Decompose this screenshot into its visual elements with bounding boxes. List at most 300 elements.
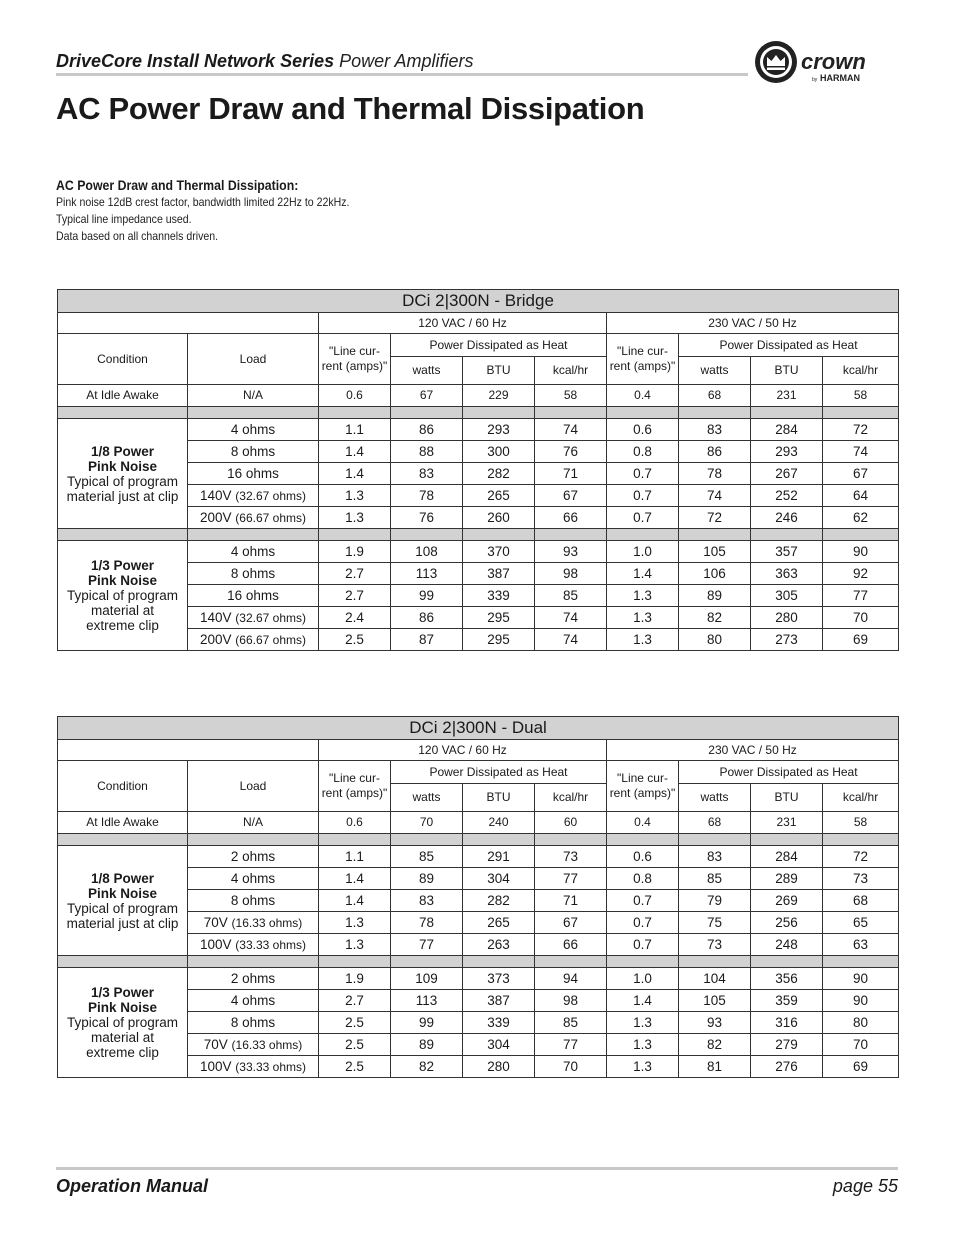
value-cell: 1.3 bbox=[607, 1012, 679, 1034]
separator-cell bbox=[188, 956, 319, 968]
load-impedance: (32.67 ohms) bbox=[235, 610, 306, 625]
separator-cell bbox=[319, 834, 391, 846]
load-value: 4 ohms bbox=[230, 871, 276, 886]
value-cell: 0.8 bbox=[607, 441, 679, 463]
value-cell: 269 bbox=[751, 890, 823, 912]
table-row bbox=[58, 541, 899, 563]
value-cell: 78 bbox=[391, 485, 463, 507]
value-cell: 76 bbox=[391, 507, 463, 529]
value-cell: 260 bbox=[463, 507, 535, 529]
value-cell: 387 bbox=[463, 563, 535, 585]
value-cell: 1.4 bbox=[319, 463, 391, 485]
separator-row bbox=[58, 834, 899, 846]
condition-label: Pink Noise bbox=[87, 458, 158, 474]
value-cell: 0.7 bbox=[607, 463, 679, 485]
value-cell: 0.7 bbox=[607, 934, 679, 956]
value-cell: 295 bbox=[463, 607, 535, 629]
value-cell: 90 bbox=[823, 968, 899, 990]
line-current-header: "Line cur-rent (amps)" bbox=[319, 761, 391, 812]
load-cell bbox=[188, 485, 319, 507]
value-cell: 77 bbox=[823, 585, 899, 607]
table-row bbox=[58, 419, 899, 441]
value-cell: 256 bbox=[751, 912, 823, 934]
value-cell: 62 bbox=[823, 507, 899, 529]
value-cell: 0.7 bbox=[607, 485, 679, 507]
value-cell: 73 bbox=[679, 934, 751, 956]
value-cell: 80 bbox=[679, 629, 751, 651]
value-cell: 357 bbox=[751, 541, 823, 563]
power-table bbox=[57, 289, 899, 651]
idle-row bbox=[58, 385, 899, 407]
series-subtitle: Power Amplifiers bbox=[339, 51, 474, 71]
value-cell: 63 bbox=[823, 934, 899, 956]
separator-cell bbox=[391, 407, 463, 419]
value-cell: 77 bbox=[535, 1034, 607, 1056]
separator-cell bbox=[58, 529, 188, 541]
condition-description: material at bbox=[90, 1030, 155, 1045]
value-cell: 246 bbox=[751, 507, 823, 529]
kcal-header: kcal/hr bbox=[535, 784, 607, 812]
watts-header: watts bbox=[679, 784, 751, 812]
value-cell: 291 bbox=[463, 846, 535, 868]
blank-cell bbox=[58, 740, 319, 761]
value-cell: 0.6 bbox=[607, 846, 679, 868]
condition-description: extreme clip bbox=[86, 618, 159, 633]
value-cell: 280 bbox=[463, 1056, 535, 1078]
load-cell bbox=[188, 1012, 319, 1034]
load-value: 200V bbox=[200, 631, 232, 647]
value-cell: 78 bbox=[391, 912, 463, 934]
value-cell: 83 bbox=[679, 846, 751, 868]
load-value: 4 ohms bbox=[230, 993, 276, 1008]
value-cell: 81 bbox=[679, 1056, 751, 1078]
separator-cell bbox=[391, 956, 463, 968]
value-cell: 373 bbox=[463, 968, 535, 990]
value-cell: 295 bbox=[463, 629, 535, 651]
load-cell bbox=[188, 890, 319, 912]
load-header: Load bbox=[188, 761, 319, 812]
condition-header: Condition bbox=[58, 334, 188, 385]
table-title-row bbox=[58, 290, 899, 313]
value-cell: 1.4 bbox=[319, 868, 391, 890]
condition-label: Pink Noise bbox=[87, 1000, 158, 1015]
voltage-120-header: 120 VAC / 60 Hz bbox=[319, 313, 607, 334]
value-cell: 1.3 bbox=[607, 629, 679, 651]
load-header: Load bbox=[188, 334, 319, 385]
watts-header: watts bbox=[391, 357, 463, 385]
series-name: DriveCore Install Network Series bbox=[56, 51, 335, 71]
load-cell bbox=[188, 541, 319, 563]
idle-value: 231 bbox=[751, 812, 823, 834]
value-cell: 105 bbox=[679, 990, 751, 1012]
power-dissipated-header: Power Dissipated as Heat bbox=[391, 334, 607, 357]
line-current-header: "Line cur-rent (amps)" bbox=[607, 334, 679, 385]
load-value: 4 ohms bbox=[230, 544, 276, 559]
value-cell: 2.7 bbox=[319, 990, 391, 1012]
idle-value: 0.6 bbox=[319, 385, 391, 407]
separator-cell bbox=[679, 407, 751, 419]
value-cell: 82 bbox=[679, 607, 751, 629]
value-cell: 304 bbox=[463, 1034, 535, 1056]
condition-header: Condition bbox=[58, 761, 188, 812]
idle-value: 58 bbox=[535, 385, 607, 407]
value-cell: 90 bbox=[823, 990, 899, 1012]
load-cell bbox=[188, 968, 319, 990]
separator-cell bbox=[823, 834, 899, 846]
value-cell: 363 bbox=[751, 563, 823, 585]
load-cell bbox=[188, 607, 319, 629]
value-cell: 87 bbox=[391, 629, 463, 651]
value-cell: 70 bbox=[535, 1056, 607, 1078]
value-cell: 1.3 bbox=[607, 607, 679, 629]
value-cell: 86 bbox=[391, 419, 463, 441]
value-cell: 359 bbox=[751, 990, 823, 1012]
load-value: 16 ohms bbox=[227, 466, 279, 481]
blank-cell bbox=[58, 313, 319, 334]
condition-cell bbox=[58, 541, 188, 651]
value-cell: 248 bbox=[751, 934, 823, 956]
value-cell: 72 bbox=[679, 507, 751, 529]
value-cell: 82 bbox=[391, 1056, 463, 1078]
value-cell: 113 bbox=[391, 563, 463, 585]
load-cell bbox=[188, 934, 319, 956]
load-cell bbox=[188, 846, 319, 868]
separator-cell bbox=[188, 407, 319, 419]
separator-cell bbox=[751, 956, 823, 968]
separator-cell bbox=[607, 834, 679, 846]
separator-cell bbox=[391, 529, 463, 541]
idle-condition: At Idle Awake bbox=[58, 812, 188, 834]
value-cell: 74 bbox=[823, 441, 899, 463]
line-current-header: "Line cur-rent (amps)" bbox=[607, 761, 679, 812]
load-value: 100V bbox=[200, 1058, 232, 1074]
value-cell: 74 bbox=[535, 607, 607, 629]
watts-header: watts bbox=[679, 357, 751, 385]
value-cell: 68 bbox=[823, 890, 899, 912]
idle-condition: At Idle Awake bbox=[58, 385, 188, 407]
value-cell: 77 bbox=[535, 868, 607, 890]
value-cell: 339 bbox=[463, 1012, 535, 1034]
idle-value: 240 bbox=[463, 812, 535, 834]
value-cell: 1.3 bbox=[319, 507, 391, 529]
separator-cell bbox=[751, 529, 823, 541]
value-cell: 83 bbox=[391, 890, 463, 912]
load-cell bbox=[188, 1056, 319, 1078]
condition-description: Typical of program bbox=[66, 1015, 179, 1030]
separator-cell bbox=[751, 834, 823, 846]
value-cell: 92 bbox=[823, 563, 899, 585]
value-cell: 74 bbox=[535, 419, 607, 441]
load-value: 140V bbox=[200, 487, 232, 503]
condition-label: Pink Noise bbox=[87, 573, 158, 588]
separator-cell bbox=[463, 407, 535, 419]
value-cell: 279 bbox=[751, 1034, 823, 1056]
kcal-header: kcal/hr bbox=[823, 357, 899, 385]
load-value: 200V bbox=[200, 509, 232, 525]
load-cell bbox=[188, 507, 319, 529]
condition-cell bbox=[58, 846, 188, 956]
notes bbox=[56, 176, 656, 245]
logo-by: by bbox=[812, 77, 818, 83]
value-cell: 1.3 bbox=[607, 585, 679, 607]
table-row bbox=[58, 846, 899, 868]
separator-row bbox=[58, 529, 899, 541]
separator-cell bbox=[319, 956, 391, 968]
value-cell: 252 bbox=[751, 485, 823, 507]
value-cell: 85 bbox=[535, 585, 607, 607]
value-cell: 89 bbox=[391, 868, 463, 890]
value-cell: 94 bbox=[535, 968, 607, 990]
value-cell: 265 bbox=[463, 485, 535, 507]
value-cell: 1.9 bbox=[319, 541, 391, 563]
footer-page-number: page 55 bbox=[832, 1176, 898, 1196]
btu-header: BTU bbox=[751, 357, 823, 385]
separator-cell bbox=[607, 529, 679, 541]
idle-value: 0.6 bbox=[319, 812, 391, 834]
idle-value: 0.4 bbox=[607, 385, 679, 407]
load-impedance: (16.33 ohms) bbox=[231, 1037, 303, 1052]
value-cell: 98 bbox=[535, 563, 607, 585]
series-header bbox=[56, 50, 474, 72]
load-cell bbox=[188, 419, 319, 441]
value-cell: 2.4 bbox=[319, 607, 391, 629]
separator-cell bbox=[188, 529, 319, 541]
load-cell bbox=[188, 990, 319, 1012]
value-cell: 267 bbox=[751, 463, 823, 485]
value-cell: 265 bbox=[463, 912, 535, 934]
value-cell: 2.5 bbox=[319, 629, 391, 651]
value-cell: 89 bbox=[391, 1034, 463, 1056]
value-cell: 1.0 bbox=[607, 968, 679, 990]
value-cell: 67 bbox=[823, 463, 899, 485]
power-dissipated-header: Power Dissipated as Heat bbox=[679, 334, 899, 357]
load-value: 4 ohms bbox=[230, 422, 276, 437]
value-cell: 109 bbox=[391, 968, 463, 990]
kcal-header: kcal/hr bbox=[823, 784, 899, 812]
separator-cell bbox=[679, 956, 751, 968]
separator-cell bbox=[679, 529, 751, 541]
separator-cell bbox=[391, 834, 463, 846]
load-impedance: (32.67 ohms) bbox=[235, 488, 306, 503]
value-cell: 73 bbox=[823, 868, 899, 890]
value-cell: 80 bbox=[823, 1012, 899, 1034]
condition-description: material at bbox=[90, 603, 155, 618]
value-cell: 108 bbox=[391, 541, 463, 563]
value-cell: 1.4 bbox=[607, 990, 679, 1012]
idle-value: 229 bbox=[463, 385, 535, 407]
value-cell: 70 bbox=[823, 607, 899, 629]
table-title-row bbox=[58, 717, 899, 740]
load-value: 70V bbox=[203, 914, 228, 930]
value-cell: 72 bbox=[823, 419, 899, 441]
value-cell: 356 bbox=[751, 968, 823, 990]
condition-description: Typical of program bbox=[66, 900, 179, 916]
load-value: 8 ohms bbox=[230, 444, 276, 459]
condition-description: Typical of program bbox=[66, 588, 179, 603]
value-cell: 78 bbox=[679, 463, 751, 485]
value-cell: 106 bbox=[679, 563, 751, 585]
footer-manual-title: Operation Manual bbox=[56, 1176, 209, 1196]
separator-row bbox=[58, 407, 899, 419]
value-cell: 284 bbox=[751, 846, 823, 868]
condition-cell bbox=[58, 419, 188, 529]
idle-value: 70 bbox=[391, 812, 463, 834]
condition-description: extreme clip bbox=[86, 1045, 159, 1060]
value-cell: 0.6 bbox=[607, 419, 679, 441]
load-value: 100V bbox=[200, 936, 232, 952]
btu-header: BTU bbox=[751, 784, 823, 812]
value-cell: 86 bbox=[391, 607, 463, 629]
notes-line: Data based on all channels driven. bbox=[56, 229, 219, 243]
table-row bbox=[58, 968, 899, 990]
table-title: DCi 2|300N - Bridge bbox=[58, 290, 899, 313]
load-cell bbox=[188, 868, 319, 890]
value-cell: 76 bbox=[535, 441, 607, 463]
separator-cell bbox=[535, 956, 607, 968]
condition-label: 1/8 Power bbox=[90, 870, 155, 886]
idle-value: 0.4 bbox=[607, 812, 679, 834]
value-cell: 98 bbox=[535, 990, 607, 1012]
value-cell: 282 bbox=[463, 463, 535, 485]
value-cell: 75 bbox=[679, 912, 751, 934]
value-cell: 1.3 bbox=[319, 934, 391, 956]
power-table bbox=[57, 716, 899, 1078]
value-cell: 2.5 bbox=[319, 1056, 391, 1078]
voltage-120-header: 120 VAC / 60 Hz bbox=[319, 740, 607, 761]
load-value: 8 ohms bbox=[230, 893, 276, 908]
separator-cell bbox=[58, 834, 188, 846]
value-cell: 93 bbox=[535, 541, 607, 563]
footer-rule bbox=[56, 1167, 898, 1170]
load-value: 8 ohms bbox=[230, 1015, 276, 1030]
separator-cell bbox=[823, 407, 899, 419]
value-cell: 1.3 bbox=[319, 485, 391, 507]
value-cell: 305 bbox=[751, 585, 823, 607]
value-cell: 85 bbox=[391, 846, 463, 868]
page-title: AC Power Draw and Thermal Dissipation bbox=[56, 91, 645, 126]
separator-cell bbox=[188, 834, 319, 846]
voltage-row bbox=[58, 740, 899, 761]
load-cell bbox=[188, 629, 319, 651]
load-value: 2 ohms bbox=[230, 971, 276, 986]
table-title: DCi 2|300N - Dual bbox=[58, 717, 899, 740]
value-cell: 89 bbox=[679, 585, 751, 607]
notes-heading: AC Power Draw and Thermal Dissipation: bbox=[56, 177, 299, 193]
value-cell: 99 bbox=[391, 1012, 463, 1034]
load-impedance: (66.67 ohms) bbox=[235, 510, 306, 525]
value-cell: 2.5 bbox=[319, 1034, 391, 1056]
idle-value: 68 bbox=[679, 385, 751, 407]
load-impedance: (33.33 ohms) bbox=[235, 1059, 306, 1074]
value-cell: 90 bbox=[823, 541, 899, 563]
column-header-row bbox=[58, 334, 899, 357]
value-cell: 77 bbox=[391, 934, 463, 956]
crown-harman-logo bbox=[752, 38, 902, 86]
load-cell bbox=[188, 463, 319, 485]
separator-cell bbox=[535, 834, 607, 846]
idle-load: N/A bbox=[188, 812, 319, 834]
value-cell: 276 bbox=[751, 1056, 823, 1078]
idle-row bbox=[58, 812, 899, 834]
idle-value: 60 bbox=[535, 812, 607, 834]
value-cell: 73 bbox=[535, 846, 607, 868]
value-cell: 93 bbox=[679, 1012, 751, 1034]
condition-label: 1/3 Power bbox=[90, 985, 155, 1000]
load-impedance: (33.33 ohms) bbox=[235, 937, 306, 952]
value-cell: 1.1 bbox=[319, 846, 391, 868]
idle-value: 58 bbox=[823, 812, 899, 834]
value-cell: 1.4 bbox=[319, 441, 391, 463]
value-cell: 1.0 bbox=[607, 541, 679, 563]
condition-label: 1/8 Power bbox=[90, 443, 155, 459]
value-cell: 0.7 bbox=[607, 912, 679, 934]
condition-cell bbox=[58, 968, 188, 1078]
logo-text: crown bbox=[801, 49, 866, 74]
separator-cell bbox=[58, 407, 188, 419]
notes-line: Pink noise 12dB crest factor, bandwidth limited 22Hz to 22kHz. bbox=[56, 195, 350, 209]
value-cell: 82 bbox=[679, 1034, 751, 1056]
notes-line: Typical line impedance used. bbox=[56, 212, 192, 226]
value-cell: 0.8 bbox=[607, 868, 679, 890]
value-cell: 85 bbox=[679, 868, 751, 890]
separator-cell bbox=[535, 407, 607, 419]
voltage-row bbox=[58, 313, 899, 334]
idle-value: 231 bbox=[751, 385, 823, 407]
separator-cell bbox=[751, 407, 823, 419]
value-cell: 1.3 bbox=[319, 912, 391, 934]
separator-cell bbox=[463, 834, 535, 846]
value-cell: 1.3 bbox=[607, 1056, 679, 1078]
value-cell: 99 bbox=[391, 585, 463, 607]
btu-header: BTU bbox=[463, 357, 535, 385]
load-cell bbox=[188, 1034, 319, 1056]
value-cell: 339 bbox=[463, 585, 535, 607]
power-dissipated-header: Power Dissipated as Heat bbox=[391, 761, 607, 784]
separator-cell bbox=[319, 529, 391, 541]
value-cell: 1.9 bbox=[319, 968, 391, 990]
value-cell: 316 bbox=[751, 1012, 823, 1034]
value-cell: 85 bbox=[535, 1012, 607, 1034]
value-cell: 65 bbox=[823, 912, 899, 934]
separator-cell bbox=[823, 529, 899, 541]
load-cell bbox=[188, 912, 319, 934]
value-cell: 67 bbox=[535, 912, 607, 934]
separator-cell bbox=[535, 529, 607, 541]
logo-brand: HARMAN bbox=[820, 73, 860, 83]
value-cell: 66 bbox=[535, 507, 607, 529]
value-cell: 1.3 bbox=[607, 1034, 679, 1056]
value-cell: 0.7 bbox=[607, 507, 679, 529]
value-cell: 387 bbox=[463, 990, 535, 1012]
value-cell: 71 bbox=[535, 890, 607, 912]
value-cell: 0.7 bbox=[607, 890, 679, 912]
load-cell bbox=[188, 563, 319, 585]
separator-cell bbox=[607, 407, 679, 419]
value-cell: 263 bbox=[463, 934, 535, 956]
value-cell: 79 bbox=[679, 890, 751, 912]
load-impedance: (16.33 ohms) bbox=[231, 915, 303, 930]
value-cell: 104 bbox=[679, 968, 751, 990]
watts-header: watts bbox=[391, 784, 463, 812]
load-cell bbox=[188, 441, 319, 463]
voltage-230-header: 230 VAC / 50 Hz bbox=[607, 313, 899, 334]
load-cell bbox=[188, 585, 319, 607]
value-cell: 289 bbox=[751, 868, 823, 890]
separator-cell bbox=[463, 956, 535, 968]
value-cell: 67 bbox=[535, 485, 607, 507]
value-cell: 86 bbox=[679, 441, 751, 463]
value-cell: 83 bbox=[679, 419, 751, 441]
